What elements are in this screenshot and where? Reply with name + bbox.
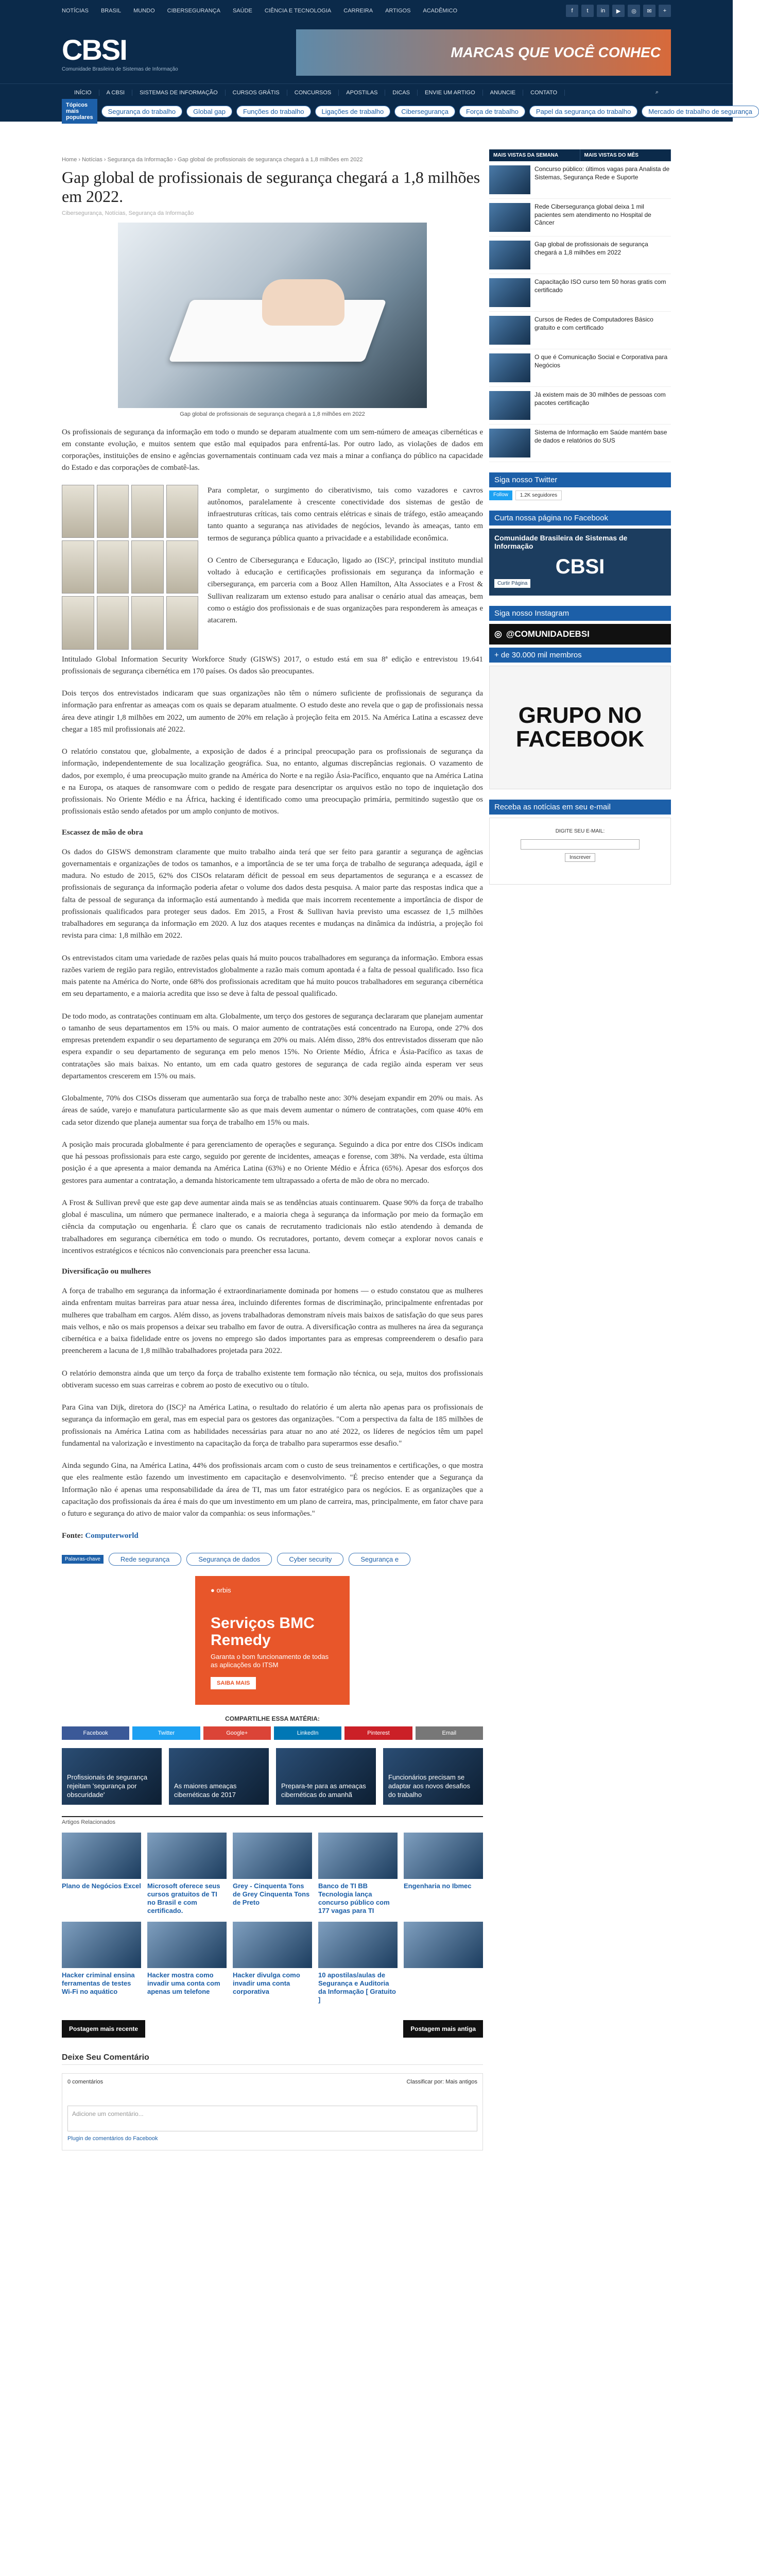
ticker-label: Tópicos mais populares	[62, 99, 97, 124]
paragraph: Globalmente, 70% dos CISOs disseram que aumentarão sua força de trabalho neste ano: 30% desejam expandir em 20% ou mais. As áreas de saúde, varejo e manufatura particularmente são as que mais devem aumentar o número de contratações, com quase 40% em cada setor dizendo que planeja aumentar sua força de trabalho em 15% ou mais.	[62, 1094, 483, 1127]
related-title: Prepara-te para as ameaças cibernéticas do amanhã	[281, 1782, 366, 1799]
post-title: Plano de Negócios Excel	[62, 1882, 141, 1890]
topic-ticker	[0, 101, 752, 122]
top-link[interactable]: BRASIL	[100, 8, 122, 14]
post-thumb	[147, 1922, 227, 1968]
email-field[interactable]	[521, 839, 640, 850]
post-title: Gap global de profissionais de segurança chegará a 1,8 milhões em 2022	[534, 241, 648, 256]
comment-section	[62, 2053, 483, 2150]
post-thumb	[62, 1922, 141, 1968]
facebook-card[interactable]: Comunidade Brasileira de Sistemas de Informação CBSI Curtir Página	[489, 529, 671, 596]
top-link[interactable]: ARTIGOS	[385, 8, 411, 14]
top-link[interactable]: CARREIRA	[343, 8, 373, 14]
list-item[interactable]	[62, 1922, 141, 2005]
post-thumb	[233, 1922, 312, 1968]
top-link[interactable]: ACADÊMICO	[423, 8, 458, 14]
tab-month[interactable]: MAIS VISTAS DO MÊS	[580, 149, 671, 161]
post-title: Banco de TI BB Tecnologia lança concurso público com 177 vagas para TI	[318, 1882, 390, 1915]
article-main	[62, 149, 483, 2150]
ticker-topic[interactable]: Força de trabalho	[459, 106, 525, 117]
post-navigation	[62, 2020, 483, 2038]
source-link[interactable]: Computerworld	[85, 1532, 139, 1540]
sidebar-post[interactable]	[489, 161, 671, 199]
facebook-title: Curta nossa página no Facebook	[489, 511, 671, 526]
post-title: Concurso público: últimos vagas para Analista de Sistemas, Segurança Rede e Suporte	[534, 165, 670, 181]
post-title: Já existem mais de 30 milhões de pessoas com pacotes certificação	[534, 391, 666, 406]
ticker-topic[interactable]: Papel da segurança do trabalho	[529, 106, 637, 117]
list-item[interactable]	[233, 1833, 312, 1916]
list-item[interactable]	[404, 1833, 483, 1916]
tag-link[interactable]: Rede segurança	[109, 1553, 181, 1566]
list-item[interactable]	[147, 1833, 227, 1916]
tab-week[interactable]: MAIS VISTAS DA SEMANA	[489, 149, 580, 161]
list-item[interactable]	[233, 1922, 312, 2005]
sort-select[interactable]: Classificar por: Mais antigos	[406, 2078, 477, 2085]
header-banner-ad[interactable]: MARCAS QUE VOCÊ CONHEC	[296, 29, 671, 76]
social-icon[interactable]: f	[566, 5, 578, 17]
social-icons	[566, 5, 671, 17]
sidebar: MAIS VISTAS DA SEMANA MAIS VISTAS DO MÊS Concurso público: últimos vagas para Analista de Sistemas, Segurança Rede e Suporte Rede Cibersegurança global deixa 1 mil pacientes sem atendimento no Hospital de Câncer Gap global de profissionais de segurança chegará a 1,8 milhões em 2022 Capacitação ISO curso tem 50 horas gratis com certificado Cursos de Redes de Computadores Básico gratuito e com certificado O que é Comunicação Social e Corporativa para Negócios Já existem mais de 30 milhões de pessoas com pacotes certificação Sistema de Informação em Saúde mantém base de dados e relatórios do SUS Siga nosso Twitter Follow 1.2K seguidores Curta nossa página no Facebook Comunidade Brasileira de Sistemas de Informação CBSI Curtir Página Siga nosso Instagram ◎ @COMUNIDADEBSI + de 30.000 mil membros GRUPO NO FACEBOOK Receba as notícias em seu e-mail DIGITE SEU E-MAIL: Inscrever	[489, 149, 671, 885]
social-icon[interactable]: ▶	[612, 5, 625, 17]
paragraph: O relatório constatou que, globalmente, a exposição de dados é a principal preocupação para os profissionais de segurança da informação, independentemente de sua localização geográfica. Sua, no entanto, algumas discrepâncias regionais. O vazamento de dados, por exemplo, é uma preocupação muito grande na América do Norte e na região Ásia-Pacífico, enquanto que na América Latina e na Europa, os ataques de ransomware com o pedido de resgate para desencriptar os arquivos estão no topo de inquietação dos profissionais. No Oriente Médio e na África, hacking é identificado como uma preocupação primária, permitindo sugestão que os profissionais estão sendo afetados por um amplo conjunto de motivos.	[62, 748, 483, 816]
post-thumb	[489, 316, 530, 345]
ad-cta-button[interactable]: SAIBA MAIS	[211, 1677, 256, 1689]
social-icon[interactable]: ◎	[628, 5, 640, 17]
post-title: Rede Cibersegurança global deixa 1 mil pacientes sem atendimento no Hospital de Câncer	[534, 203, 651, 227]
paragraph: O Centro de Cibersegurança e Educação, ligado ao (ISC)², principal instituto mundial voltado à educação e certificações profissionais em segurança da informação e cibersegurança, em parceria com a Booz Allen Hamilton, Alta Associates e a Frost & Sullivan realizaram um extenso estudo para analisar o cenário atual das ameaças, bem como o estágio dos profissionais e de suas organizações para responderem às ameaças e atacarem.	[208, 556, 483, 625]
top-links	[62, 8, 457, 14]
tag-list	[62, 1553, 483, 1566]
ticker-topic[interactable]: Segurança do trabalho	[101, 106, 183, 117]
paragraph: Os entrevistados citam uma variedade de razões pelas quais há muito poucos trabalhadores em segurança da informação. Embora essas razões variem de região para região, entrevistados globalmente a razão mais comum apontada é a falta de pessoal qualificado. Isso fica mais patente na América do Norte, onde 68% dos profissionais acreditam que há muito poucos trabalhadores em segurança cibernética em seu departamento, e a maioria acredita que isso se deve à falta de pessoal qualificado.	[62, 954, 483, 998]
members-count: + de 30.000 mil membros	[489, 648, 671, 663]
nav-item[interactable]: DICAS	[385, 90, 418, 96]
subscribe-button[interactable]: Inscrever	[565, 853, 595, 862]
paragraph: A posição mais procurada globalmente é para gerenciamento de operações e segurança. Seguindo a dica por entre dos CISOs indicam que há pessoas profissionais para este cargo, seguido por gerente de incidentes, ameaças e forense, com 38%. Na verdade, esta última posição é a que apresenta a maior demanda na América Latina (63%) e no Oriente Médio e África (65%). Apesar dos esforços dos gestores para aumentar a contratação, a demanda historicamente tem ultrapassado a oferta de mão de obra no mercado.	[62, 1140, 483, 1185]
top-link[interactable]: CIBERSEGURANÇA	[167, 8, 220, 14]
post-thumb	[318, 1922, 398, 1968]
tag-link[interactable]: Segurança e	[349, 1553, 410, 1566]
site-logo[interactable]: CBSI Comunidade Brasileira de Sistemas de Informação	[62, 33, 178, 72]
instagram-icon: ◎	[494, 629, 502, 639]
paragraph: A força de trabalho em segurança da informação é extraordinariamente dominada por homens — o estudo constatou que as mulheres ainda enfrentam muitas barreiras para atuar nessa área, incluindo diferentes formas de discriminação, principalmente enfrentadas por mulheres que trabalham em cargos. Além disso, as jovens trabalhadoras demonstram níveis mais baixos de satisfação do que seus pares mais velhos, e não os mais propensos a deixar seu trabalho em favor de outra. A diversificação contra as mulheres na área da segurança cibernética e a baixa fidelidade entre os jovens no emprego são dados importantes para as empresas compreenderem o desafio para preencherem a lacuna de 1,8 milhão trabalhadores projetada para 2022.	[62, 1287, 483, 1355]
related-post[interactable]	[383, 1748, 483, 1805]
sidebar-tabs	[489, 149, 671, 161]
newer-post-button[interactable]: Postagem mais recente	[62, 2020, 145, 2038]
ticker-topic[interactable]: Global gap	[186, 106, 232, 117]
share-button[interactable]: Twitter	[132, 1726, 200, 1740]
tag-link[interactable]: Segurança de dados	[186, 1553, 272, 1566]
section-heading: Diversificação ou mulheres	[62, 1267, 151, 1276]
bmc-ad[interactable]: ● orbis Serviços BMC Remedy Garanta o bom funcionamento de todas as aplicações do ITSM SAIBA MAIS	[195, 1576, 350, 1705]
post-thumb	[62, 1833, 141, 1879]
post-title: Cursos de Redes de Computadores Básico gratuito e com certificado	[534, 316, 653, 331]
post-thumb	[489, 429, 530, 457]
post-title: Hacker criminal ensina ferramentas de testes Wi-Fi no aquático	[62, 1971, 135, 1996]
paragraph: Para completar, o surgimento do ciberativismo, tais como vazadores e cavros autônomos, paralelamente à crescente conectividade dos sistemas de gestão de infraestruturas críticas, tais como centrais elétricas e sinais de tráfego, estão ameaçando tanto quanto a segurança nas atividades de negócios, levando às ameaças, tanto em termos de segurança pública quanto a privacidade e a estabilidade econômica.	[208, 486, 483, 543]
article-body	[62, 427, 483, 1543]
page-title: Gap global de profissionais de segurança chegará a 1,8 milhões em 2022.	[62, 168, 480, 206]
sidebar-post[interactable]	[489, 312, 671, 349]
sidebar-post[interactable]	[489, 199, 671, 236]
more-header: Artigos Relacionados	[62, 1816, 483, 1827]
nav-item[interactable]: SISTEMAS DE INFORMAÇÃO	[132, 90, 226, 96]
related-post[interactable]	[62, 1748, 162, 1805]
popular-list	[489, 161, 671, 462]
post-thumb	[147, 1833, 227, 1879]
hero-caption: Gap global de profissionais de segurança chegará a 1,8 milhões em 2022	[180, 411, 365, 417]
top-link[interactable]: SAÚDE	[232, 8, 252, 14]
comment-box: 0 comentários Classificar por: Mais antigos Adicione um comentário... Plugin de comentários do Facebook	[62, 2073, 483, 2150]
sidebar-post[interactable]	[489, 425, 671, 462]
comment-input[interactable]: Adicione um comentário...	[67, 2106, 477, 2131]
search-icon[interactable]: ⌕	[655, 89, 659, 95]
sidebar-post[interactable]	[489, 349, 671, 387]
facebook-group-banner[interactable]: GRUPO NO FACEBOOK	[489, 666, 671, 789]
post-title: Microsoft oferece seus cursos gratuitos de TI no Brasil e com certificado.	[147, 1882, 220, 1915]
post-thumb	[489, 353, 530, 382]
share-button[interactable]: LinkedIn	[274, 1726, 341, 1740]
post-title: Sistema de Informação em Saúde mantém base de dados e relatórios do SUS	[534, 429, 667, 444]
breadcrumb: Home › Notícias › Segurança da Informação › Gap global de profissionais de segurança chegará a 1,8 milhões em 2022	[62, 157, 363, 163]
paragraph: Os profissionais de segurança da informação em todo o mundo se deparam atualmente com um sem-número de ameaças cibernéticas e em constante evolução, e muitos sentem que estão mal equipados para enfrentá-las. Por outro lado, as violações de dados em corporações, instituições de ensino e agências governamentais continuam cada vez mais a minar a confiança do público na capacidade do Estado e das corporações de combatê-las.	[62, 428, 483, 472]
share-buttons	[62, 1726, 483, 1740]
related-title: Profissionais de segurança rejeitam 'segurança por obscuridade'	[67, 1773, 148, 1799]
paragraph: A Frost & Sullivan prevê que este gap deve aumentar ainda mais se as tendências atuais continuarem. Quase 90% da força de trabalho global é masculina, um número que permanece inalterado, e a maioria chega à segurança da informação por meio da formação em ciência da computação ou engenharia. É claro que os canais de recrutamento tradicionais não estão atendendo à demanda de trabalhadores em segurança cibernética em todo o mundo. Os recrutadores, portanto, devem começar a explorar novos canais e incentivos estratégicos e técnicos não convencionais para preencher essa lacuna.	[62, 1198, 483, 1255]
comment-title: Deixe Seu Comentário	[62, 2053, 483, 2065]
nav-item[interactable]: INÍCIO	[67, 90, 99, 96]
nav-item[interactable]: CONTATO	[523, 90, 565, 96]
nav-item[interactable]: ENVIE UM ARTIGO	[418, 90, 483, 96]
share-title: COMPARTILHE ESSA MATÉRIA:	[225, 1715, 320, 1722]
related-post[interactable]	[169, 1748, 269, 1805]
post-title: Grey - Cinquenta Tons de Grey Cinquenta Tons de Preto	[233, 1882, 310, 1907]
social-icon[interactable]: ✉	[643, 5, 656, 17]
share-button[interactable]: Email	[416, 1726, 483, 1740]
post-title: Hacker divulga como invadir uma conta corporativa	[233, 1971, 300, 1996]
ticker-topic[interactable]: Funções do trabalho	[236, 106, 311, 117]
paragraph: De todo modo, as contratações continuam em alta. Globalmente, um terço dos gestores de segurança declararam que planejam aumentar o tamanho de seus departamentos em 15% ou mais. O maior aumento de contratações está concentrado na Europa, onde 27% dos empresas pretendem expandir o seu departamento de segurança em 20% ou mais. Além disso, 28% dos entrevistados disseram que não espera expandir o seu departamento de segurança em pelo menos 15%. No Oriente Médio, África e Ásia-Pacífico as taxas de contratações são mais baixas. No entanto, um em cada quatro gestores de segurança de cada região ainda esperam ver seus departamentos crescerem em 15% ou mais.	[62, 1012, 483, 1080]
share-button[interactable]: Facebook	[62, 1726, 129, 1740]
post-thumb	[489, 278, 530, 307]
instagram-title: Siga nosso Instagram	[489, 606, 671, 621]
share-button[interactable]: Pinterest	[344, 1726, 412, 1740]
nav-item[interactable]: ANUNCIE	[483, 90, 524, 96]
post-thumb	[404, 1922, 483, 1968]
share-button[interactable]: Google+	[203, 1726, 271, 1740]
post-thumb	[404, 1833, 483, 1879]
social-icon[interactable]: t	[581, 5, 594, 17]
paragraph: Dois terços dos entrevistados indicaram que suas organizações não têm o número suficiente de profissionais de segurança da informação para enfrentar as ameaças com os quais se deparam atualmente. O estudo deste ano revela que o gap de profissionais nessa área deve atingir 1,8 milhões em 2022, um aumento de 20% em relação à projeção feita em 2015. Na América Latina a escassez deve chegar a 185 mil profissionais até 2022.	[62, 689, 483, 734]
newsletter-title: Receba as notícias em seu e-mail	[489, 800, 671, 815]
top-link[interactable]: CIÊNCIA E TECNOLOGIA	[264, 8, 332, 14]
ticker-topic[interactable]: Cibersegurança	[394, 106, 455, 117]
ticker-topic[interactable]: Mercado de trabalho de segurança	[642, 106, 759, 117]
post-title: Hacker mostra como invadir uma conta com apenas um telefone	[147, 1971, 220, 1996]
article-meta: Cibersegurança, Notícias, Segurança da Informação	[62, 210, 194, 216]
section-heading: Escassez de mão de obra	[62, 828, 143, 837]
source-line: Fonte: Computerworld	[62, 1532, 139, 1540]
post-title: O que é Comunicação Social e Corporativa para Negócios	[534, 353, 668, 369]
paragraph: Os dados do GISWS demonstram claramente que muito trabalho ainda terá que ser feito para garantir a segurança de agências governamentais e organizações de todos os tamanhos, e a importância de se ter uma força de trabalho de segurança adequada, ágil e madura. No estudo de 2015, 62% dos CISOs relataram déficit de pessoal em seus departamentos de segurança e a escassez de profissionais de segurança da informação poderia afetar o volume dos dados desta pesquisa. A maior parte das respostas indica que a falta de pessoal de segurança da informação está aumentando à medida que mais incorrem recentemente a importância de dispor de profissionais qualificados para proteger seus dados. Em 2015, a Frost & Sullivan havia previsto uma escassez de 1,5 milhões trabalhadores em segurança da informação em 2020. A luz dos ataques recentes e mudanças na dinâmica da indústria, a projeção foi revista para cima: 1,8 milhão em 2022.	[62, 848, 483, 940]
list-item[interactable]	[62, 1833, 141, 1916]
related-title: Funcionários precisam se adaptar aos novos desafios do trabalho	[388, 1773, 470, 1799]
paragraph: O relatório demonstra ainda que um terço da força de trabalho existente tem formação não técnica, ou seja, muitos dos profissionais obtiveram sucesso em suas carreiras e cobrem ao posto de executivo ou o título.	[62, 1369, 483, 1389]
instagram-card[interactable]: ◎ @COMUNIDADEBSI	[489, 624, 671, 645]
nav-item[interactable]: APOSTILAS	[339, 90, 385, 96]
nav-item[interactable]: CURSOS GRÁTIS	[226, 90, 287, 96]
sidebar-post[interactable]	[489, 387, 671, 425]
twitter-follow-button[interactable]: Follow	[489, 490, 512, 500]
post-thumb	[489, 391, 530, 420]
more-posts	[62, 1833, 483, 2005]
paragraph: Para Gina van Dijk, diretora do (ISC)² na América Latina, o resultado do relatório é um alerta não apenas para os profissionais de segurança da informação em geral, mas em especial para os gestores das organizações. "Com a perspectiva da falta de 185 milhões de profissionais na América Latina com as habilidades necessárias para atuar no ano até 2022, os líderes de negócios têm um papel fundamental na valorização e investimento na capacitação da força de trabalho para superarmos esse desafio."	[62, 1403, 483, 1448]
post-thumb	[489, 203, 530, 232]
post-title: Capacitação ISO curso tem 50 horas gratis com certificado	[534, 278, 666, 294]
hero-image	[118, 223, 427, 408]
post-title: 10 apostilas/aulas de Segurança e Auditoria da Informação [ Gratuito ]	[318, 1971, 396, 2004]
top-bar	[0, 0, 733, 22]
list-item[interactable]	[404, 1922, 483, 2005]
newsletter-form: DIGITE SEU E-MAIL: Inscrever	[489, 818, 671, 885]
list-item[interactable]	[318, 1833, 398, 1916]
social-icon[interactable]: +	[659, 5, 671, 17]
post-title: Engenharia no Ibmec	[404, 1882, 472, 1890]
related-posts	[62, 1748, 483, 1805]
tags-label: Palavras-chave	[62, 1555, 104, 1564]
main-nav	[0, 83, 733, 101]
top-link[interactable]: NOTÍCIAS	[62, 8, 89, 14]
social-icon[interactable]: in	[597, 5, 609, 17]
top-link[interactable]: MUNDO	[133, 8, 155, 14]
site-header	[0, 22, 733, 83]
books-image	[62, 485, 198, 650]
sidebar-post[interactable]	[489, 274, 671, 312]
twitter-title: Siga nosso Twitter	[489, 472, 671, 487]
nav-item[interactable]: A CBSI	[99, 90, 132, 96]
post-thumb	[318, 1833, 398, 1879]
post-thumb	[489, 165, 530, 194]
related-post[interactable]	[276, 1748, 376, 1805]
list-item[interactable]	[318, 1922, 398, 2005]
sidebar-post[interactable]	[489, 236, 671, 274]
ticker-topic[interactable]: Ligações de trabalho	[315, 106, 391, 117]
post-thumb	[489, 241, 530, 269]
paragraph: Intitulado Global Information Security Workforce Study (GISWS) 2017, o estudo está em sua 8ª edição e entrevistou 19.641 profissionais de segurança cibernética em 170 países. Os dados são preocupantes.	[62, 655, 483, 675]
like-page-button[interactable]: Curtir Página	[494, 579, 530, 588]
list-item[interactable]	[147, 1922, 227, 2005]
related-title: As maiores ameaças cibernéticas de 2017	[174, 1782, 237, 1799]
older-post-button[interactable]: Postagem mais antiga	[403, 2020, 483, 2038]
nav-item[interactable]: CONCURSOS	[287, 90, 339, 96]
paragraph: Ainda segundo Gina, na América Latina, 44% dos profissionais arcam com o custo de seus treinamentos e certificações, o que mostra que eles realmente estão fazendo um investimento em capacitação e desenvolvimento. "É preciso entender que a Segurança da Informação não é apenas uma responsabilidade da área de TI, mas um fator estratégico para os negócios. E as organizações que a capacitação dos profissionais da área é mais do que um investimento em um plano de carreira, mas, principalmente, em fator chave para o futuro e segurança do ativo de maior valor da companhia: os seus informações."	[62, 1462, 483, 1518]
post-thumb	[233, 1833, 312, 1879]
tag-link[interactable]: Cyber security	[277, 1553, 343, 1566]
